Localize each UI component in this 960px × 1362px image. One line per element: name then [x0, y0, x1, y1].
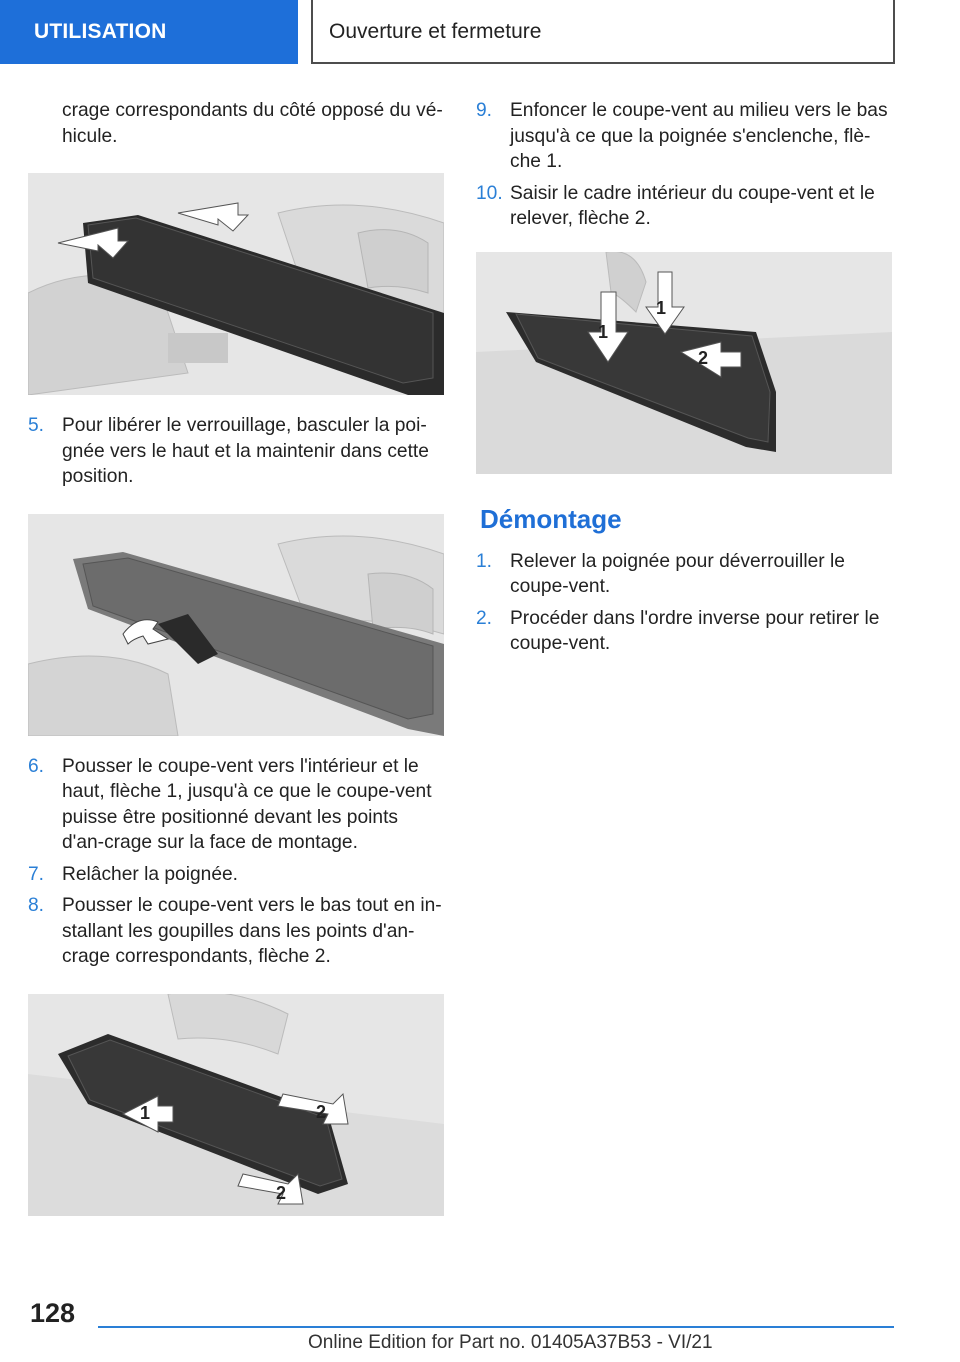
- page-number: 128: [30, 1298, 76, 1328]
- step-text: Pour libérer le verrouillage, basculer la poi-gnée vers le haut et la maintenir dans cette position.: [62, 415, 429, 487]
- list-item: [28, 413, 444, 490]
- arrow-label: 1: [656, 297, 667, 318]
- list-item: [476, 98, 892, 175]
- step-text: Pousser le coupe-vent vers le bas tout en in-stallant les goupilles dans les points d'an-crage correspondants, flèche 2.: [62, 895, 442, 967]
- arrow-label: 1: [598, 321, 609, 342]
- figure-deflector-press: [476, 252, 892, 474]
- list-item: [28, 862, 444, 888]
- step-text: Procéder dans l'ordre inverse pour retirer le coupe-vent.: [510, 607, 880, 654]
- step-number: 2.: [476, 607, 493, 629]
- step-number: 10.: [476, 182, 503, 204]
- footer-divider: [98, 1326, 894, 1328]
- arrow-label: 1: [140, 1102, 151, 1123]
- step-number: 8.: [28, 895, 45, 916]
- figure-deflector-install: [28, 994, 444, 1216]
- figure-deflector-unfold: [28, 173, 444, 395]
- list-item: [476, 606, 892, 657]
- step-text: Enfoncer le coupe-vent au milieu vers le bas jusqu'à ce que la poignée s'enclenche, flè-che 1.: [510, 100, 888, 172]
- step-text: Relâcher la poignée.: [62, 863, 239, 885]
- list-item: [28, 754, 444, 856]
- list-item: [476, 549, 892, 600]
- arrow-label: 2: [316, 1101, 327, 1122]
- arrow-label: 2: [276, 1182, 287, 1203]
- section-heading: Démontage: [480, 503, 622, 534]
- left-column: [28, 98, 444, 1234]
- footer-edition: Online Edition for Part no. 01405A37B53 - VI/21: [308, 1332, 713, 1353]
- step-text: Saisir le cadre intérieur du coupe-vent et le relever, flèche 2.: [510, 182, 875, 229]
- step-number: 6.: [28, 755, 45, 777]
- step-number: 9.: [476, 100, 493, 121]
- step-number: 1.: [476, 550, 493, 572]
- right-column: [476, 98, 892, 663]
- step-number: 5.: [28, 415, 45, 436]
- step-number: 7.: [28, 863, 45, 885]
- continued-text: crage correspondants du côté opposé du vé-hicule.: [62, 100, 443, 147]
- steps-list-d: [476, 549, 892, 657]
- list-item: [28, 893, 444, 970]
- figure-handle-release: [28, 514, 444, 736]
- arrow-label: 2: [698, 347, 709, 368]
- chapter-title: Ouverture et fermeture: [311, 0, 895, 64]
- steps-list-a: [28, 413, 444, 490]
- step-text: Pousser le coupe-vent vers l'intérieur et le haut, flèche 1, jusqu'à ce que le coupe-vent puisse être positionné devant les points d'an-crage sur la face de montage.: [62, 755, 432, 853]
- steps-list-b: [28, 754, 444, 970]
- list-item: [476, 181, 892, 232]
- steps-list-c: [476, 98, 892, 232]
- section-tab: UTILISATION: [0, 0, 298, 64]
- step-text: Relever la poignée pour déverrouiller le coupe-vent.: [510, 550, 845, 597]
